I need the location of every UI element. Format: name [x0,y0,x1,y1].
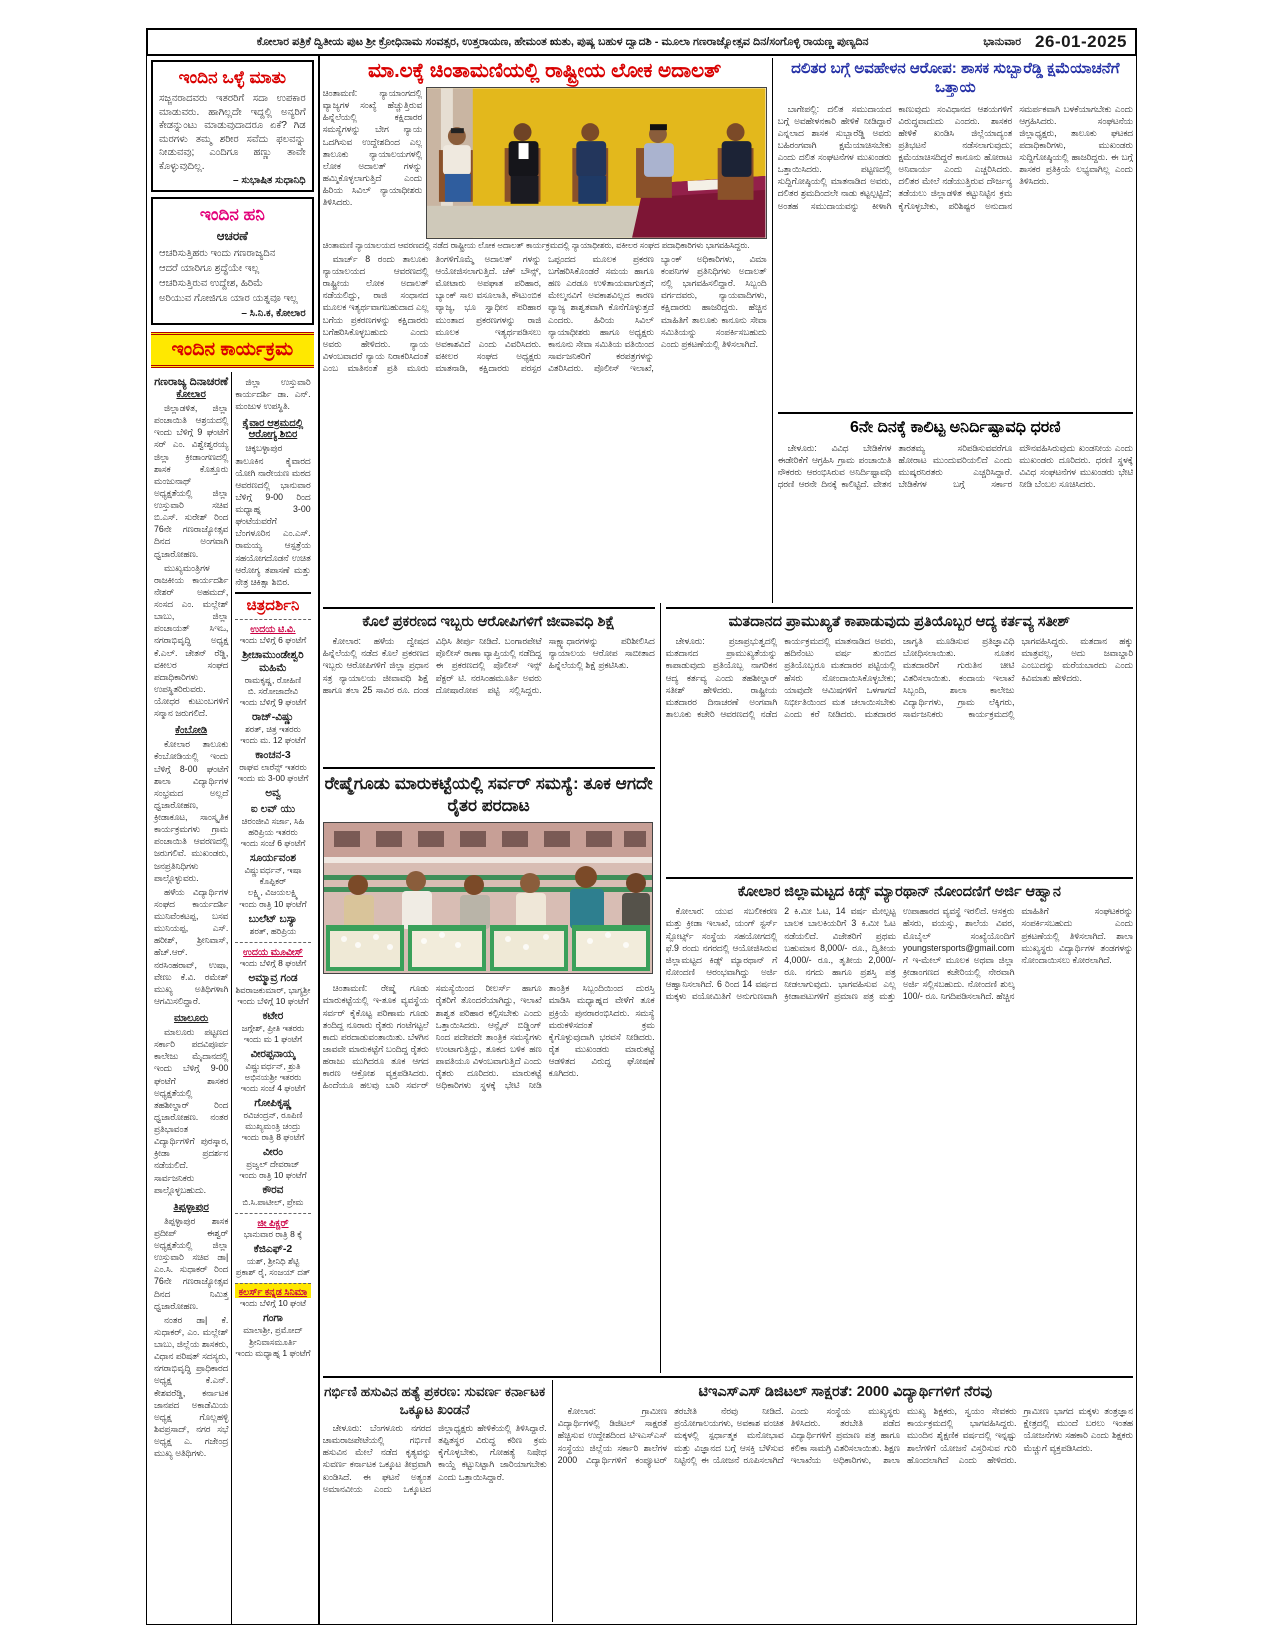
cinema-entry: ಅವ್ವ [265,787,281,800]
art9-headline: ಟಿಇಎಸ್ಎಸ್ ಡಿಜಿಟಲ್ ಸಾಕ್ಷರತೆ: 2000 ವಿದ್ಯಾರ್ಥಿಗಳಿಗೆ ನೆರವು [698,1384,993,1400]
cinema-entry: ಶಿವರಾಜಕುಮಾರ್, ಭಾಗ್ಯಶ್ರೀ [235,984,311,995]
art3-body-text: ಚೇಳೂರು: ವಿವಿಧ ಬೇಡಿಕೆಗಳ ಈಡೇರಿಕೆಗೆ ಆಗ್ರಹಿಸಿ ಗ್ರಾಮ ಪಂಚಾಯಿತಿ ನೌಕರರು ಆರಂಭಿಸಿರುವ ಅನಿರ್ದಿಷ್ಟಾವಧಿ ಧರಣಿ ಆರನೇ ದಿನಕ್ಕೆ ಕಾಲಿಟ್ಟಿದೆ. ವೇತನ ತಾರತಮ್ಯ ಸರಿಪಡಿಸುವವರೆಗೂ ಹೋರಾಟ ಮುಂದುವರಿಯಲಿದೆ ಎಂದು ಮುಷ್ಕರನಿರತರು ಎಚ್ಚರಿಸಿದ್ದಾರೆ. ಬೇಡಿಕೆಗಳ ಬಗ್ಗೆ ಸರ್ಕಾರ ಮೌನವಹಿಸಿರುವುದು ಖಂಡನೀಯ ಎಂದು ಮುಖಂಡರು ದೂರಿದರು. ಧರಣಿ ಸ್ಥಳಕ್ಕೆ ವಿವಿಧ ಸಂಘಟನೆಗಳ ಮುಖಂಡರು ಭೇಟಿ ನೀಡಿ ಬೆಂಬಲ ಸೂಚಿಸಿದರು. [777,442,1133,490]
row-middle [323,603,1133,1373]
cinema-entry: ಇಂದು ಸಂಜೆ 4 ಘಂಟೆಗೆ [240,1082,306,1093]
art6-body-text: ಚಿಂತಾಮಣಿ: ರೇಷ್ಮೆ ಗೂಡು ಮಾರುಕಟ್ಟೆಯಲ್ಲಿ ಇ-ತೂಕ ವ್ಯವಸ್ಥೆಯ ಸರ್ವರ್ ಕೈಕೊಟ್ಟ ಪರಿಣಾಮ ಗೂಡು ತಂದಿದ್ದ ನೂರಾರು ರೈತರು ಗಂಟೆಗಟ್ಟಲೆ ಕಾದು ಪರದಾಡುವಂತಾಯಿತು. ಬೆಳಗಿನ ಜಾವವೇ ಮಾರುಕಟ್ಟೆಗೆ ಬಂದಿದ್ದ ರೈತರು ಹರಾಜು ಮುಗಿದರೂ ತೂಕ ಆಗದ ಕಾರಣ ಆಕ್ರೋಶ ವ್ಯಕ್ತಪಡಿಸಿದರು. ಹಿಂದೆಯೂ ಹಲವು ಬಾರಿ ಸರ್ವರ್ ಸಮಸ್ಯೆಯಿಂದ ರೀಲರ್ಸ್ ಹಾಗೂ ರೈತರಿಗೆ ತೊಂದರೆಯಾಗಿದ್ದು, ಇಲಾಖೆ ಶಾಶ್ವತ ಪರಿಹಾರ ಕಲ್ಪಿಸಬೇಕು ಎಂದು ಒತ್ತಾಯಿಸಿದರು. ಆನ್ಲೈನ್ ಬಿಡ್ಡಿಂಗ್ ನಿಂದ ಪದೇಪದೇ ತಾಂತ್ರಿಕ ಸಮಸ್ಯೆಗಳು ಉಂಟಾಗುತ್ತಿದ್ದು, ತೂಕದ ಬಳಿಕ ಹಣ ಪಾವತಿಯೂ ವಿಳಂಬವಾಗುತ್ತಿದೆ ಎಂದು ರೈತರು ದೂರಿದರು. ಮಾರುಕಟ್ಟೆ ಅಧಿಕಾರಿಗಳು ಸ್ಥಳಕ್ಕೆ ಭೇಟಿ ನೀಡಿ ತಾಂತ್ರಿಕ ಸಿಬ್ಬಂದಿಯಿಂದ ದುರಸ್ತಿ ಮಾಡಿಸಿ ಮಧ್ಯಾಹ್ನದ ವೇಳೆಗೆ ತೂಕ ಪ್ರಕ್ರಿಯೆ ಪುನರಾರಂಭಿಸಿದರು. ಸಮಸ್ಯೆ ಮರುಕಳಿಸದಂತೆ ಕ್ರಮ ಕೈಗೊಳ್ಳುವುದಾಗಿ ಭರವಸೆ ನೀಡಿದರು. ರೈತ ಮುಖಂಡರು ಮಾರುಕಟ್ಟೆ ಆಡಳಿತದ ವಿರುದ್ಧ ಘೋಷಣೆ ಕೂಗಿದರು. [322,983,655,1091]
droplet-line: ಆಚರಿಸುತ್ತಿಹರು ಇಂದು ಗಣರಾಜ್ಯದಿನ [159,248,276,259]
cinema-entry: ಪ್ರಕಾಶ್ ರೈ, ಸಂಜಯ್ ದತ್ [235,1267,311,1278]
cinema-entry: ವೀರಪ್ಪನಾಯ್ಕ [250,1047,296,1060]
event-entry: ಜಿಲ್ಲಾ ಉಸ್ತುವಾರಿ ಕಾರ್ಯದರ್ಶಿ ಡಾ. ಎನ್. ಮಂಜುಳ ಉಪಸ್ಥಿತಿ. [235,377,311,412]
lead-intro: ಚಿಂತಾಮಣಿ: ನ್ಯಾಯಾಂಗದಲ್ಲಿ ವ್ಯಾಜ್ಯಗಳ ಸಂಖ್ಯೆ ಹೆಚ್ಚುತ್ತಿರುವ ಹಿನ್ನೆಲೆಯಲ್ಲಿ ಕಕ್ಷಿದಾರರ ಸಮಸ್ಯೆಗಳನ್ನು ಬೇಗ ನ್ಯಾಯ ಒದಗಿಸುವ ಉದ್ದೇಶದಿಂದ ಎಲ್ಲ ತಾಲೂಕು ನ್ಯಾಯಾಲಯಗಳಲ್ಲಿ ಲೋಕ ಅದಾಲತ್ ಗಳನ್ನು ಹಮ್ಮಿಕೊಳ್ಳಲಾಗುತ್ತಿದೆ ಎಂದು ಹಿರಿಯ ಸಿವಿಲ್ ನ್ಯಾಯಾಧೀಶರು ತಿಳಿಸಿದರು. [322,88,423,208]
art6-headline: ರೇಷ್ಮೆಗೂಡು ಮಾರುಕಟ್ಟೆಯಲ್ಲಿ ಸರ್ವರ್ ಸಮಸ್ಯೆ: ತೂಕ ಆಗದೇ ರೈತರ ಪರದಾಟ [324,774,653,816]
cinema-entry: ಇಂದು ಮ 3-00 ಘಂಟೆಗೆ [237,773,309,784]
event-entry: ಚಿಕ್ಕಬಳ್ಳಾಪುರ ತಾಲೂಕಿನ ಕೈವಾರದ ಯೋಗಿ ನಾರೇಯಣ ಮಠದ ಆವರಣದಲ್ಲಿ ಭಾನುವಾರ ಬೆಳಿಗ್ಗೆ 9-00 ರಿಂದ ಮಧ್ಯಾಹ್ನ 3-00 ಘಂಟೆಯವರೆಗೆ ಬೆಂಗಳೂರಿನ ಎಂ.ಎಸ್. ರಾಮಯ್ಯ ಆಸ್ಪತ್ರೆಯ ಸಹಯೋಗದೊಡನೆ ಉಚಿತ ಆರೋಗ್ಯ ತಪಾಸಣೆ ಮತ್ತು ನೇತ್ರ ಚಿಕಿತ್ಸಾ ಶಿಬಿರ. [235,443,311,587]
cinema-entry: ಇಂದು ಮ 1 ಘಂಟೆಗೆ [243,1033,303,1044]
middle-left [323,603,661,1373]
cinema-entry: ಇಂದು ಮ. 12 ಘಂಟೆಗೆ [240,735,306,746]
cinema-entry: ಜೀ ಪಿಕ್ಚರ್ [235,1213,310,1229]
cinema-entry: ಇಂದು ಸಂಜೆ 6 ಘಂಟೆಗೆ [240,838,306,849]
event-entry: ಮುಖ್ಯಮಂತ್ರಿಗಳ ರಾಜಕೀಯ ಕಾರ್ಯದರ್ಶಿ ನೇಶರ್ ಅಹಮದ್, ಸಂಸದ ಎಂ. ಮಲ್ಲೇಶ್ ಬಾಬು, ಜಿಲ್ಲಾ ಪಂಚಾಯತ್ ಸಿಇಒ, ನಗರಾಭಿವೃದ್ಧಿ ಅಧ್ಯಕ್ಷ ಕೆ.ಎಲ್. ಚೇತನ್ ರೆಡ್ಡಿ, ವಕೀಲರ ಸಂಘದ ಪದಾಧಿಕಾರಿಗಳು ಉಪಸ್ಥಿತರಿರುವರು. ಯೋಧರ ಕುಟುಂಬಗಳಿಗೆ ಸನ್ಮಾನ ಜರುಗಲಿದೆ. [154,562,229,719]
cinema-entry: ಬಿ.ಸಿ.ಪಾಟೀಲ್, ಪ್ರೇಮ [242,1197,304,1208]
cinema-entry: ಚಿರಂಜೀವಿ ಸರ್ಜಾ, ಸಿಹಿ [241,816,305,827]
cinema-entry: ಇಂದು ಬೆಳಿಗ್ಗೆ 6 ಘಂಟೆಗೆ [239,634,307,645]
droplet-line: ಆಚರಿಸುತ್ತಿರುವ ಉದ್ದೇಶ, ಹಿರಿಮೆ [159,278,264,289]
cinema-listings [235,619,310,1359]
cinema-entry: ಬಿ. ಸರೋಜಾದೇವಿ [247,685,299,696]
art5-body [666,635,1133,873]
cinema-entry: ಐ ಲವ್ ಯು [250,803,296,816]
art9-body [558,1405,1133,1605]
row-bottom [323,1376,1133,1622]
event-entry: ಜಿಲ್ಲಾಡಳಿತ, ಜಿಲ್ಲಾ ಪಂಚಾಯಿತಿ ಆಶ್ರಯದಲ್ಲಿ ಇಂದು ಬೆಳಿಗ್ಗೆ 9 ಘಂಟೆಗೆ ಸರ್ ಎಂ. ವಿಶ್ವೇಶ್ವರಯ್ಯ ಜಿಲ್ಲಾ ಕ್ರೀಡಾಂಗಣದಲ್ಲಿ ಶಾಸಕ ಕೊತ್ತೂರು ಮಂಜುನಾಥ್ ಅಧ್ಯಕ್ಷತೆಯಲ್ಲಿ ಜಿಲ್ಲಾ ಉಸ್ತುವಾರಿ ಸಚಿವ ಬಿ.ಎಸ್. ಸುರೇಶ್ ರಿಂದ 76ನೇ ಗಣರಾಜ್ಯೋತ್ಸವ ದಿನದ ಅಂಗವಾಗಿ ಧ್ವಜಾರೋಹಣ. [154,403,229,559]
art2-body-text: ಬಾಗೇಪಲ್ಲಿ: ದಲಿತ ಸಮುದಾಯದ ಬಗ್ಗೆ ಅವಹೇಳನಕಾರಿ ಹೇಳಿಕೆ ನೀಡಿದ್ದಾರೆ ಎನ್ನಲಾದ ಶಾಸಕ ಸುಬ್ಬಾರೆಡ್ಡಿ ಅವರು ಬಹಿರಂಗವಾಗಿ ಕ್ಷಮೆಯಾಚಿಸಬೇಕು ಎಂದು ದಲಿತ ಸಂಘಟನೆಗಳ ಮುಖಂಡರು ಒತ್ತಾಯಿಸಿದರು. ಪಟ್ಟಣದಲ್ಲಿ ಸುದ್ದಿಗೋಷ್ಠಿಯಲ್ಲಿ ಮಾತನಾಡಿದ ಅವರು, ದಲಿತರ ಶ್ರಮದಿಂದಲೇ ನಾಡು ಕಟ್ಟಲ್ಪಟ್ಟಿದೆ; ಅಂತಹ ಸಮುದಾಯವನ್ನು ಕೀಳಾಗಿ ಕಾಣುವುದು ಸಂವಿಧಾನದ ಆಶಯಗಳಿಗೆ ವಿರುದ್ಧವಾದುದು ಎಂದರು. ಶಾಸಕರ ಹೇಳಿಕೆ ಖಂಡಿಸಿ ಜಿಲ್ಲೆಯಾದ್ಯಂತ ಪ್ರತಿಭಟನೆ ನಡೆಸಲಾಗುವುದು; ಕ್ಷಮೆಯಾಚಿಸದಿದ್ದರೆ ಕಾನೂನು ಹೋರಾಟ ಅನಿವಾರ್ಯ ಎಂದು ಎಚ್ಚರಿಸಿದರು. ದಲಿತರ ಮೇಲೆ ನಡೆಯುತ್ತಿರುವ ದೌರ್ಜನ್ಯ ತಡೆಯಲು ಜಿಲ್ಲಾಡಳಿತ ಕಟ್ಟುನಿಟ್ಟಿನ ಕ್ರಮ ಕೈಗೊಳ್ಳಬೇಕು, ಪರಿಶಿಷ್ಟರ ಅನುದಾನ ಸಮರ್ಪಕವಾಗಿ ಬಳಕೆಯಾಗಬೇಕು ಎಂದು ಆಗ್ರಹಿಸಿದರು. ಸಂಘಟನೆಯ ಜಿಲ್ಲಾಧ್ಯಕ್ಷರು, ತಾಲೂಕು ಘಟಕದ ಪದಾಧಿಕಾರಿಗಳು, ಮುಖಂಡರು ಸುದ್ದಿಗೋಷ್ಠಿಯಲ್ಲಿ ಹಾಜರಿದ್ದರು. ಈ ಬಗ್ಗೆ ಶಾಸಕರ ಪ್ರತಿಕ್ರಿಯೆ ಲಭ್ಯವಾಗಿಲ್ಲ ಎಂದು ತಿಳಿಸಿದರು. [777,103,1133,211]
photo-silk-market [323,822,653,974]
art7-body [666,905,1133,1293]
art8-body-text: ಚೇಳೂರು: ಬೆಂಗಳೂರು ನಗರದ ಚಾಮರಾಜಪೇಟೆಯಲ್ಲಿ ಗರ್ಭಿಣಿ ಹಸುವಿನ ಮೇಲೆ ನಡೆದ ಕೃತ್ಯವನ್ನು ಸುವರ್ಣ ಕರ್ನಾಟಕ ಒಕ್ಕೂಟ ತೀವ್ರವಾಗಿ ಖಂಡಿಸಿದೆ. ಈ ಘಟನೆ ಅತ್ಯಂತ ಅಮಾನವೀಯ ಎಂದು ಒಕ್ಕೂಟದ ಜಿಲ್ಲಾಧ್ಯಕ್ಷರು ಹೇಳಿಕೆಯಲ್ಲಿ ತಿಳಿಸಿದ್ದಾರೆ. ತಪ್ಪಿತಸ್ಥರ ವಿರುದ್ಧ ಕಠಿಣ ಕ್ರಮ ಕೈಗೊಳ್ಳಬೇಕು, ಗೋಹತ್ಯೆ ನಿಷೇಧ ಕಾಯ್ದೆ ಕಟ್ಟುನಿಟ್ಟಾಗಿ ಜಾರಿಯಾಗಬೇಕು ಎಂದು ಒತ್ತಾಯಿಸಿದ್ದಾರೆ. [322,1423,547,1494]
art4-headline: ಕೊಲೆ ಪ್ರಕರಣದ ಇಬ್ಬರು ಆರೋಪಿಗಳಿಗೆ ಜೀವಾವಧಿ ಶಿಕ್ಷೆ [362,614,615,630]
cinema-entry: ಕೆಜಿಎಫ್-2 [253,1243,293,1256]
masthead-text: ಕೋಲಾರ ಪತ್ರಿಕೆ ದ್ವಿತೀಯ ಪುಟ ಶ್ರೀ ಕ್ರೋಧಿನಾಮ ಸಂವತ್ಸರ, ಉತ್ತರಾಯಣ, ಹೇಮಂತ ಋತು, ಪುಷ್ಯ ಬಹುಳ ದ್ವಾದಶಿ - ಮೂಲಾ ಗಣರಾಜ್ಯೋತ್ಸವ ದಿನ/ಸಂಗೊಳ್ಳಿ ರಾಯಣ್ಣ ಪುಣ್ಯದಿನ [256,35,869,48]
cinema-entry: ವೀರಂ [262,1146,283,1159]
event-entry: ಕೈವಾರ ಆಶ್ರಮದಲ್ಲಿ ಆರೋಗ್ಯ ಶಿಬಿರ [242,418,304,441]
cinema-entry: ಕೌರವ [262,1184,284,1197]
event-entry: ಮಾಲೂರು [173,1013,209,1024]
cinema-title: ಚಿತ್ರದರ್ಶಿನಿ [235,592,310,614]
droplet-line: ಆದರೆ ಯಾರಿಗೂ ಶ್ರದ್ಧೆಯೇ ಇಲ್ಲ [159,263,260,274]
cinema-entry: ರಾಜ್-ವಿಷ್ಣು [251,711,294,724]
divider [666,877,1133,879]
cinema-entry: ಯಶ್, ಶ್ರೀನಿಧಿ ಶೆಟ್ಟಿ [246,1256,300,1267]
cinema-entry: ಇಂದು ಬೆಳಿಗ್ಗೆ 9 ಘಂಟೆಗೆ [239,697,307,708]
art2-headline: ದಲಿತರ ಬಗ್ಗೆ ಅವಹೇಳನ ಆರೋಪ: ಶಾಸಕ ಸುಬ್ಬಾರೆಡ್ಡಿ ಕ್ಷಮೆಯಾಚನೆಗೆ ಒತ್ತಾಯ [791,60,1120,96]
cinema-entry: ಅಭಿನಯಶ್ರೀ ಇತರರು [244,1071,302,1082]
cinema-entry: ಮಾಲಾಶ್ರೀ, ಪ್ರಮೋದ್ [243,1325,303,1336]
lead-photo-caption: ಚಿಂತಾಮಣಿ ನ್ಯಾಯಾಲಯದ ಆವರಣದಲ್ಲಿ ನಡೆದ ರಾಷ್ಟ್ರೀಯ ಲೋಕ ಅದಾಲತ್ ಕಾರ್ಯಕ್ರಮದಲ್ಲಿ ನ್ಯಾಯಾಧೀಶರು, ವಕೀಲರ ಸಂಘದ ಪದಾಧಿಕಾರಿಗಳು ಭಾಗವಹಿಸಿದ್ದರು. [322,240,750,250]
cinema-entry: ಜಗ್ಗೇಶ್, ಪ್ರೀತಿ ಇತರರು [241,1022,305,1033]
good-word-author: – ಸುಭಾಷಿತ ಸುಧಾನಿಧಿ [233,175,306,186]
event-entry: ಗಣರಾಜ್ಯ ದಿನಾಚರಣೆ [154,376,229,388]
article-digital-literacy [553,1380,1133,1622]
art3-headline: 6ನೇ ದಿನಕ್ಕೆ ಕಾಲಿಟ್ಟ ಅನಿರ್ದಿಷ್ಟಾವಧಿ ಧರಣಿ [850,418,1061,436]
droplet-title: ಇಂದಿನ ಹನಿ [199,205,265,224]
event-entry: ತಿಪ್ಪಳ್ಳಾಪುರ ಶಾಸಕ ಪ್ರದೀಪ್ ಈಶ್ವರ್ ಅಧ್ಯಕ್ಷತೆಯಲ್ಲಿ ಜಿಲ್ಲಾ ಉಸ್ತುವಾರಿ ಸಚಿವ ಡಾ| ಎಂ.ಸಿ. ಸುಧಾಕರ್ ರಿಂದ 76ನೇ ಗಣರಾಜ್ಯೋತ್ಸವ ದಿನದ ನಿಮಿತ್ತ ಧ್ವಜಾರೋಹಣ. [154,1215,229,1311]
cinema-entry: ಸೂರ್ಯವಂಶ [249,852,297,865]
art6-body [323,982,655,1314]
event-entry: ನಂತರ ಡಾ| ಕೆ. ಸುಧಾಕರ್, ಎಂ. ಮಲ್ಲೇಶ್ ಬಾಬು, ಜಿಲ್ಲೆಯ ಶಾಸಕರು, ವಿಧಾನ ಪರಿಷತ್ ಸದಸ್ಯರು, ನಗರಾಭಿವೃದ್ಧಿ ಪ್ರಾಧಿಕಾರದ ಅಧ್ಯಕ್ಷ ಕೆ.ಎನ್. ಕೇಶವರೆಡ್ಡಿ, ಕರ್ನಾಟಕ ಜಾನಪದ ಅಕಾಡೆಮಿಯ ಅಧ್ಯಕ್ಷ ಗೊಲ್ಲಹಳ್ಳಿ ಶಿವಪ್ರಸಾದ್, ನಗರ ಸಭೆ ಅಧ್ಯಕ್ಷ ಎ. ಗಜೇಂದ್ರ ಮುಖ್ಯ ಅತಿಥಿಗಳು. [154,1314,229,1459]
events-column [151,372,232,1624]
cinema-entry: ಇಂದು ಮಧ್ಯಾಹ್ನ 1 ಘಂಟೆಗೆ [235,1347,311,1358]
cinema-entry: ಶರತ್, ಚಿತ್ರ ಇತರರು [245,724,301,735]
art8-headline: ಗರ್ಭಿಣಿ ಹಸುವಿನ ಹತ್ಯೆ ಪ್ರಕರಣ: ಸುವರ್ಣ ಕರ್ನಾಟಕ ಒಕ್ಕೂಟ ಖಂಡನೆ [324,1384,546,1417]
good-word-body: ಸಜ್ಜನರಾದವರು ಇತರರಿಗೆ ಸದಾ ಉಪಕಾರ ಮಾಡುವರು. ಹಾಗಿಲ್ಲದೇ ಇದ್ದಲ್ಲಿ ಅನ್ಯರಿಗೆ ಕೇಡನ್ನುಂಟು ಮಾಡುವುದಾದರೂ ಏಕೆ? ಗಿಡ ಮರಗಳು ತಮ್ಮ ಶರೀರ ಸವೆದು ಫಲವನ್ನು ನೀಡುವವು; ಎಂದಿಗೂ ಹಣ್ಣು ತಾವೇ ಕೊಳ್ಳುವುದಿಲ್ಲ. [159,93,306,172]
lead-headline: ಮಾ.ಲಕ್ಕೆ ಚಿಂತಾಮಣಿಯಲ್ಲಿ ರಾಷ್ಟ್ರೀಯ ಲೋಕ ಅದಾಲತ್ [368,60,722,82]
left-rail [147,56,320,1624]
art9-body-text: ಕೋಲಾರ: ಗ್ರಾಮೀಣ ವಿದ್ಯಾರ್ಥಿಗಳಲ್ಲಿ ಡಿಜಿಟಲ್ ಸಾಕ್ಷರತೆ ಹೆಚ್ಚಿಸುವ ಉದ್ದೇಶದಿಂದ ಟಿಇಎಸ್ಎಸ್ ಸಂಸ್ಥೆಯು ಜಿಲ್ಲೆಯ ಸರ್ಕಾರಿ ಶಾಲೆಗಳ 2000 ವಿದ್ಯಾರ್ಥಿಗಳಿಗೆ ಕಂಪ್ಯೂಟರ್ ತರಬೇತಿ ನೆರವು ನೀಡಿದೆ. ಪ್ರಯೋಗಾಲಯಗಳು, ಅವಕಾಶ ವಂಚಿತ ಮಕ್ಕಳಲ್ಲಿ ಸ್ಪರ್ಧಾತ್ಮಕ ಮನೋಭಾವ ಮತ್ತು ವಿಜ್ಞಾನದ ಬಗ್ಗೆ ಆಸಕ್ತಿ ಬೆಳೆಸುವ ನಿಟ್ಟಿನಲ್ಲಿ ಈ ಯೋಜನೆ ರೂಪಿಸಲಾಗಿದೆ ಎಂದು ಸಂಸ್ಥೆಯ ಮುಖ್ಯಸ್ಥರು ತಿಳಿಸಿದರು. ತರಬೇತಿ ಪಡೆದ ವಿದ್ಯಾರ್ಥಿಗಳಿಗೆ ಪ್ರಮಾಣ ಪತ್ರ ಹಾಗೂ ಕಲಿಕಾ ಸಾಮಗ್ರಿ ವಿತರಿಸಲಾಯಿತು. ಶಿಕ್ಷಣ ಇಲಾಖೆಯ ಅಧಿಕಾರಿಗಳು, ಶಾಲಾ ಮುಖ್ಯ ಶಿಕ್ಷಕರು, ಸ್ವಯಂ ಸೇವಕರು ಕಾರ್ಯಕ್ರಮದಲ್ಲಿ ಭಾಗವಹಿಸಿದ್ದರು. ಮುಂದಿನ ಶೈಕ್ಷಣಿಕ ವರ್ಷದಲ್ಲಿ ಇನ್ನಷ್ಟು ಶಾಲೆಗಳಿಗೆ ಯೋಜನೆ ವಿಸ್ತರಿಸುವ ಗುರಿ ಹೊಂದಲಾಗಿದೆ ಎಂದು ಹೇಳಿದರು. ಗ್ರಾಮೀಣ ಭಾಗದ ಮಕ್ಕಳು ತಂತ್ರಜ್ಞಾನ ಕ್ಷೇತ್ರದಲ್ಲಿ ಮುಂದೆ ಬರಲು ಇಂತಹ ಯೋಜನೆಗಳು ಸಹಕಾರಿ ಎಂದು ಶಿಕ್ಷಕರು ಮೆಚ್ಚುಗೆ ವ್ಯಕ್ತಪಡಿಸಿದರು. [557,1406,1133,1465]
newspaper-page [146,28,1137,1628]
droplet-box [151,197,314,325]
art5-body-text: ಚೇಳೂರು: ಪ್ರಜಾಪ್ರಭುತ್ವದಲ್ಲಿ ಮತದಾನದ ಪ್ರಾಮುಖ್ಯತೆಯನ್ನು ಕಾಪಾಡುವುದು ಪ್ರತಿಯೊಬ್ಬ ನಾಗರಿಕನ ಆದ್ಯ ಕರ್ತವ್ಯ ಎಂದು ತಹಶೀಲ್ದಾರ್ ಸತೀಶ್ ಹೇಳಿದರು. ರಾಷ್ಟ್ರೀಯ ಮತದಾರರ ದಿನಾಚರಣೆ ಅಂಗವಾಗಿ ತಾಲೂಕು ಕಚೇರಿ ಆವರಣದಲ್ಲಿ ನಡೆದ ಕಾರ್ಯಕ್ರಮದಲ್ಲಿ ಮಾತನಾಡಿದ ಅವರು, ಹದಿನೆಂಟು ವರ್ಷ ತುಂಬಿದ ಪ್ರತಿಯೊಬ್ಬರೂ ಮತದಾರರ ಪಟ್ಟಿಯಲ್ಲಿ ಹೆಸರು ನೋಂದಾಯಿಸಿಕೊಳ್ಳಬೇಕು; ಯಾವುದೇ ಆಮಿಷಗಳಿಗೆ ಒಳಗಾಗದೆ ನಿರ್ಭೀತಿಯಿಂದ ಮತ ಚಲಾಯಿಸಬೇಕು ಎಂದು ಕರೆ ನೀಡಿದರು. ಮತದಾರರ ಜಾಗೃತಿ ಮೂಡಿಸುವ ಪ್ರತಿಜ್ಞಾವಿಧಿ ಬೋಧಿಸಲಾಯಿತು. ನೂತನ ಮತದಾರರಿಗೆ ಗುರುತಿನ ಚೀಟಿ ವಿತರಿಸಲಾಯಿತು. ಕಂದಾಯ ಇಲಾಖೆ ಸಿಬ್ಬಂದಿ, ಶಾಲಾ ಕಾಲೇಜು ವಿದ್ಯಾರ್ಥಿಗಳು, ಗ್ರಾಮ ಲೆಕ್ಕಿಗರು, ಸಾರ್ವಜನಿಕರು ಕಾರ್ಯಕ್ರಮದಲ್ಲಿ ಭಾಗವಹಿಸಿದ್ದರು. ಮತದಾನ ಹಕ್ಕು ಮಾತ್ರವಲ್ಲ, ಅದು ಜವಾಬ್ದಾರಿ ಎಂಬುದನ್ನು ಮರೆಯಬಾರದು ಎಂದು ಕಿವಿಮಾತು ಹೇಳಿದರು. [665,636,1133,719]
cinema-entry: ಭಾನುವಾರ ರಾತ್ರಿ 8 ಕ್ಕೆ [243,1229,303,1240]
droplet-author: – ಸಿ.ನಿ.ಕ, ಕೋಲಾರ [241,308,306,319]
programmes-banner: ಇಂದಿನ ಕಾರ್ಯಕ್ರಮ [151,332,314,368]
good-word-title: ಇಂದಿನ ಒಳ್ಳೆ ಮಾತು [178,68,287,87]
lead-top [323,87,767,239]
cinema-entry: ಇಂದು ರಾತ್ರಿ 10 ಘಂಟೆಗೆ [239,898,307,909]
art7-headline: ಕೋಲಾರ ಜಿಲ್ಲಾಮಟ್ಟದ ಕಿಡ್ಸ್ ಮ್ಯಾರಥಾನ್ ನೋಂದಣಿಗೆ ಅರ್ಜಿ ಆಹ್ವಾನ [737,884,1061,901]
event-entry: ಮಾಲೂರು ಪಟ್ಟಣದ ಸರ್ಕಾರಿ ಪದವಿಪೂರ್ವ ಕಾಲೇಜು ಮೈದಾನದಲ್ಲಿ ಇಂದು ಬೆಳಿಗ್ಗೆ 9-00 ಘಂಟೆಗೆ ಶಾಸಕರ ಅಧ್ಯಕ್ಷತೆಯಲ್ಲಿ ತಹಶೀಲ್ದಾರ್ ರಿಂದ ಧ್ವಜಾರೋಹಣ. ನಂತರ ಪ್ರತಿಭಾವಂತ ವಿದ್ಯಾರ್ಥಿಗಳಿಗೆ ಪುರಸ್ಕಾರ, ಕ್ರೀಡಾ ಪ್ರದರ್ಶನ ನಡೆಯಲಿದೆ. ಸಾರ್ವಜನಿಕರು ಪಾಲ್ಗೊಳ್ಳಬಹುದು. [154,1027,229,1195]
art7-body-text: ಕೋಲಾರ: ಯುವ ಸಬಲೀಕರಣ ಮತ್ತು ಕ್ರೀಡಾ ಇಲಾಖೆ, ಯಂಗ್ ಸ್ಟರ್ಸ್ ಸ್ಪೋರ್ಟ್ಸ್ ಸಂಸ್ಥೆಯ ಸಹಯೋಗದಲ್ಲಿ ಫೆ.9 ರಂದು ನಗರದಲ್ಲಿ ಆಯೋಜಿಸಿರುವ ಜಿಲ್ಲಾಮಟ್ಟದ ಕಿಡ್ಸ್ ಮ್ಯಾರಥಾನ್ ಗೆ ನೋಂದಣಿ ಆರಂಭವಾಗಿದ್ದು ಅರ್ಜಿ ಆಹ್ವಾನಿಸಲಾಗಿದೆ. 6 ರಿಂದ 14 ವರ್ಷದ ಮಕ್ಕಳು ವಯೋಮಿತಿಗೆ ಅನುಗುಣವಾಗಿ 2 ಕಿ.ಮೀ ಓಟ, 14 ವರ್ಷ ಮೇಲ್ಪಟ್ಟ ಬಾಲಕ ಬಾಲಕಿಯರಿಗೆ 3 ಕಿ.ಮೀ ಓಟ ನಡೆಯಲಿದೆ. ವಿಜೇತರಿಗೆ ಪ್ರಥಮ ಬಹುಮಾನ 8,000/- ರೂ., ದ್ವಿತೀಯ 4,000/- ರೂ., ತೃತೀಯ 2,000/- ರೂ. ನಗದು ಹಾಗೂ ಪ್ರಶಸ್ತಿ ಪತ್ರ ನೀಡಲಾಗುವುದು. ಭಾಗವಹಿಸುವ ಎಲ್ಲ ಕ್ರೀಡಾಪಟುಗಳಿಗೆ ಪ್ರಮಾಣ ಪತ್ರ ಮತ್ತು ಉಪಾಹಾರದ ವ್ಯವಸ್ಥೆ ಇರಲಿದೆ. ಆಸಕ್ತರು ಹೆಸರು, ವಯಸ್ಸು, ಶಾಲೆಯ ವಿವರ, ಮೊಬೈಲ್ ಸಂಖ್ಯೆಯೊಂದಿಗೆ youngstersports@gmail.com ಗೆ ಇ-ಮೇಲ್ ಮೂಲಕ ಅಥವಾ ಜಿಲ್ಲಾ ಕ್ರೀಡಾಂಗಣದ ಕಚೇರಿಯಲ್ಲಿ ನೇರವಾಗಿ ಅರ್ಜಿ ಸಲ್ಲಿಸಬಹುದು. ನೋಂದಣಿ ಶುಲ್ಕ 100/- ರೂ. ನಿಗದಿಪಡಿಸಲಾಗಿದೆ. ಹೆಚ್ಚಿನ ಮಾಹಿತಿಗೆ ಸಂಘಟಕರನ್ನು ಸಂಪರ್ಕಿಸಬಹುದು ಎಂದು ಪ್ರಕಟಣೆಯಲ್ಲಿ ತಿಳಿಸಲಾಗಿದೆ. ಶಾಲಾ ಮುಖ್ಯಸ್ಥರು ವಿದ್ಯಾರ್ಥಿಗಳ ತಂಡಗಳನ್ನು ನೋಂದಾಯಿಸಲು ಕೋರಲಾಗಿದೆ. [665,906,1133,1002]
right-stack [773,58,1133,603]
events-right [235,376,310,588]
middle-right [661,603,1133,1373]
cinema-entry: ಗೋಪಿಕೃಷ್ಣ [254,1097,292,1109]
masthead [146,28,1137,56]
droplet-lines [159,246,306,306]
event-entry: ಹಳೆಯ ವಿದ್ಯಾರ್ಥಿಗಳ ಸಂಘದ ಕಾರ್ಯದರ್ಶಿ ಮುನಿವೆಂಕಟಪ್ಪ, ಬಸವ ಮುನಿಯಪ್ಪ, ಎಸ್. ಹರೀಶ್, ಶ್ರೀನಿವಾಸ್, ಹೆಚ್.ಆರ್. ನರಸಿಂಹರಾವ್, ಉಷಾ, ವೇಣು ಕೆ.ವಿ. ರಮೇಶ್ ಮುಖ್ಯ ಅತಿಥಿಗಳಾಗಿ ಆಗಮಿಸಲಿದ್ದಾರೆ. [154,886,229,1006]
art5-headline: ಮತದಾನದ ಪ್ರಾಮುಖ್ಯತೆ ಕಾಪಾಡುವುದು ಪ್ರತಿಯೊಬ್ಬರ ಆದ್ಯ ಕರ್ತವ್ಯ ಸತೀಶ್ [728,614,1070,630]
article-lok-adalat [323,58,773,603]
art2-body [778,103,1133,408]
cinema-entry: ಉದಯ ಮೂವೀಸ್ [235,942,310,958]
good-word-box [151,60,314,192]
page-frame [146,56,1137,1625]
divider [778,412,1133,414]
cinema-entry: ಇಂದು ಬೆಳಿಗ್ಗೆ 8 ಘಂಟೆಗೆ [239,957,307,968]
event-entry: ಕೋಲಾರ ತಾಲೂಕು ಕೆಂಬೋಡಿಯಲ್ಲಿ ಇಂದು ಬೆಳಿಗ್ಗೆ 8-00 ಘಂಟೆಗೆ ಶಾಲಾ ವಿದ್ಯಾರ್ಥಿಗಳ ಸಂಭ್ರಮದ ಅಲ್ಲದೆ ಧ್ವಜಾರೋಹಣ, ಕ್ರೀಡಾಕೂಟ, ಸಾಂಸ್ಕೃತಿಕ ಕಾರ್ಯಕ್ರಮಗಳು ಗ್ರಾಮ ಪಂಚಾಯಿತಿ ಆವರಣದಲ್ಲಿ ಜರುಗಲಿವೆ. ಮುಖಂಡರು, ಜನಪ್ರತಿನಿಧಿಗಳು ಪಾಲ್ಗೊಳ್ಳುವರು. [154,739,229,883]
art8-body [323,1422,547,1612]
rail-columns [151,372,314,1624]
divider [323,607,655,609]
divider [666,607,1133,609]
cinema-entry: ಮುಖ್ಯಮಂತ್ರಿ ಚಂದ್ರು [245,1121,301,1132]
article-cow-case [323,1380,553,1622]
cinema-entry: ರಾಮಕೃಷ್ಣ, ರೋಹಿಣಿ [244,674,302,685]
art4-body-text: ಕೋಲಾರ: ಹಳೆಯ ದ್ವೇಷದ ಹಿನ್ನೆಲೆಯಲ್ಲಿ ನಡೆದ ಕೊಲೆ ಪ್ರಕರಣದ ಇಬ್ಬರು ಆರೋಪಿಗಳಿಗೆ ಜಿಲ್ಲಾ ಪ್ರಧಾನ ಸತ್ರ ನ್ಯಾಯಾಲಯ ಜೀವಾವಧಿ ಶಿಕ್ಷೆ ಹಾಗೂ ತಲಾ 25 ಸಾವಿರ ರೂ. ದಂಡ ವಿಧಿಸಿ ತೀರ್ಪು ನೀಡಿದೆ. ಬಂಗಾರಪೇಟೆ ಪೊಲೀಸ್ ಠಾಣಾ ವ್ಯಾಪ್ತಿಯಲ್ಲಿ ನಡೆದಿದ್ದ ಈ ಪ್ರಕರಣದಲ್ಲಿ ಪೊಲೀಸ್ ಇನ್ಸ್ ಪೆಕ್ಟರ್ ಟಿ. ನರಸಿಂಹಮೂರ್ತಿ ಅವರು ದೋಷಾರೋಪ ಪಟ್ಟಿ ಸಲ್ಲಿಸಿದ್ದರು. ಸಾಕ್ಷ್ಯಾಧಾರಗಳನ್ನು ಪರಿಶೀಲಿಸಿದ ನ್ಯಾಯಾಲಯ ಆರೋಪ ಸಾಬೀತಾದ ಹಿನ್ನೆಲೆಯಲ್ಲಿ ಶಿಕ್ಷೆ ಪ್ರಕಟಿಸಿತು. [322,636,655,695]
lead-body-text: ಮಾರ್ಚ್ 8 ರಂದು ತಾಲೂಕು ನ್ಯಾಯಾಲಯದ ಆವರಣದಲ್ಲಿ ರಾಷ್ಟ್ರೀಯ ಲೋಕ ಅದಾಲತ್ ನಡೆಯಲಿದ್ದು, ರಾಜಿ ಸಂಧಾನದ ಮೂಲಕ ಇತ್ಯರ್ಥವಾಗಬಹುದಾದ ಎಲ್ಲ ಬಗೆಯ ಪ್ರಕರಣಗಳನ್ನು ಕಕ್ಷಿದಾರರು ಬಗೆಹರಿಸಿಕೊಳ್ಳಬಹುದು ಎಂದು ಅವರು ಹೇಳಿದರು. ನ್ಯಾಯ ವಿಳಂಬವಾದರೆ ನ್ಯಾಯ ನಿರಾಕರಿಸಿದಂತೆ ಎಂಬ ಮಾತಿನಂತೆ ಪ್ರತಿ ಮೂರು ತಿಂಗಳಿಗೊಮ್ಮೆ ಅದಾಲತ್ ಗಳನ್ನು ಆಯೋಜಿಸಲಾಗುತ್ತಿದೆ. ಚೆಕ್ ಬೌನ್ಸ್, ಮೋಟಾರು ಅಪಘಾತ ಪರಿಹಾರ, ಬ್ಯಾಂಕ್ ಸಾಲ ವಸೂಲಾತಿ, ಕೌಟುಂಬಿಕ ವ್ಯಾಜ್ಯ, ಭೂ ಸ್ವಾಧೀನ ಪರಿಹಾರ ಮುಂತಾದ ಪ್ರಕರಣಗಳನ್ನು ರಾಜಿ ಮೂಲಕ ಇತ್ಯರ್ಥಪಡಿಸಲು ಅವಕಾಶವಿದೆ ಎಂದು ವಿವರಿಸಿದರು. ವಕೀಲರ ಸಂಘದ ಅಧ್ಯಕ್ಷರು ಮಾತನಾಡಿ, ಕಕ್ಷಿದಾರರು ಪರಸ್ಪರ ಒಪ್ಪಂದದ ಮೂಲಕ ಪ್ರಕರಣ ಬಗೆಹರಿಸಿಕೊಂಡರೆ ಸಮಯ ಹಾಗೂ ಹಣ ಎರಡೂ ಉಳಿತಾಯವಾಗುತ್ತದೆ; ಮೇಲ್ಮನವಿಗೆ ಅವಕಾಶವಿಲ್ಲದ ಕಾರಣ ವ್ಯಾಜ್ಯ ಶಾಶ್ವತವಾಗಿ ಕೊನೆಗೊಳ್ಳುತ್ತದೆ ಎಂದರು. ಹಿರಿಯ ಸಿವಿಲ್ ನ್ಯಾಯಾಧೀಶರು ಹಾಗೂ ಅಧ್ಯಕ್ಷರು ಕಾನೂನು ಸೇವಾ ಸಮಿತಿಯ ವತಿಯಿಂದ ಸಾರ್ವಜನಿಕರಿಗೆ ಕರಪತ್ರಗಳನ್ನು ವಿತರಿಸಿದರು. ಪೊಲೀಸ್ ಇಲಾಖೆ, ಬ್ಯಾಂಕ್ ಅಧಿಕಾರಿಗಳು, ವಿಮಾ ಕಂಪನಿಗಳ ಪ್ರತಿನಿಧಿಗಳು ಅದಾಲತ್ ನಲ್ಲಿ ಭಾಗವಹಿಸಲಿದ್ದಾರೆ. ಸಿಬ್ಬಂದಿ ವರ್ಗದವರು, ನ್ಯಾಯವಾದಿಗಳು, ಕಕ್ಷಿದಾರರು ಹಾಜರಿದ್ದರು. ಹೆಚ್ಚಿನ ಮಾಹಿತಿಗೆ ತಾಲೂಕು ಕಾನೂನು ಸೇವಾ ಸಮಿತಿಯನ್ನು ಸಂಪರ್ಕಿಸಬಹುದು ಎಂದು ಪ್ರಕಟಣೆಯಲ್ಲಿ ತಿಳಿಸಲಾಗಿದೆ. [322,253,767,374]
row-top [323,58,1133,603]
art4-body [323,635,655,763]
cinema-entry: ಶ್ರೀನಿವಾಸಮೂರ್ತಿ [249,1336,297,1347]
cinema-entry: ಇಂದು ಬೆಳಿಗ್ಗೆ 10 ಘಂಟೆ [239,1298,307,1309]
divider [323,767,655,769]
droplet-line: ಅರಿಯುವ ಗೋಜಿಗೂ ಯಾರ ಯತ್ನವೂ ಇಲ್ಲ [159,293,298,304]
event-entry: ಕೆಂಬೋಡಿ [175,725,208,737]
main-area [320,56,1136,1624]
cinema-entry: ರವಿಚಂದ್ರನ್, ರೂಪಿಣಿ [243,1110,303,1120]
art3-body [778,442,1133,570]
cinema-entry: ವಿಷ್ಣುವರ್ಧನ್, ಶ್ರುತಿ [245,1060,301,1071]
cinema-entry: ವಿಷ್ಣುವರ್ಧನ್, ಇಷಾ ಕೊಪ್ಪಿಕರ್ [244,865,302,887]
cinema-entry: ಇಂದು ರಾತ್ರಿ 10 ಘಂಟೆಗೆ [239,1170,307,1181]
photo-lok-adalat [426,87,766,239]
masthead-day: ಭಾನುವಾರ [983,35,1022,48]
cinema-entry: ಉದಯ ಟಿ.ವಿ. [235,619,310,635]
cinema-entry: ಪ್ರಜ್ವಲ್ ದೇವರಾಜ್ [246,1159,300,1170]
event-entry: ತಿಪ್ಪಳ್ಳಾಪುರ [173,1201,209,1213]
cinema-entry: ಶರತ್, ಹರಿಪ್ರಿಯ [249,925,297,936]
cinema-entry: ಶ್ರೀಚಾಮುಂಡೇಶ್ವರಿ ಮಹಿಮೆ [242,648,304,674]
cinema-entry: ಇಂದು ರಾತ್ರಿ 8 ಘಂಟೆಗೆ [241,1132,305,1143]
droplet-subtitle: ಆಚರಣೆ [216,229,248,243]
masthead-date: 26-01-2025 [1035,32,1127,51]
cinema-entry: ಕಲರ್ಸ್ ಕನ್ನಡ ಸಿನಿಮಾ [235,1283,310,1298]
cinema-entry: ರಾಘವ ಲಾರೆನ್ಸ್ ಇತರರು [239,762,307,773]
cinema-entry: ಹರಿಪ್ರಿಯ ಇತರರು [248,827,298,838]
cinema-entry: ಕಟೇರ [262,1009,284,1022]
cinema-entry: ಗಂಗಾ [263,1312,283,1325]
cinema-column [232,372,313,1624]
cinema-entry: ಇಂದು ಬೆಳಿಗ್ಗೆ 10 ಘಂಟೆಗೆ [237,995,309,1006]
cinema-entry: ಬುಲೆಟ್ ಬಸ್ಯಾ [248,912,298,925]
cinema-entry: ಲಕ್ಷ್ಮಿ, ವಿಜಯಲಕ್ಷ್ಮಿ [247,887,299,898]
cinema-entry: ಅಮ್ಮಾವ್ರ ಗಂಡ [248,971,298,984]
cinema-entry: ಕಾಂಚನ-3 [255,749,291,762]
lead-body [323,253,767,591]
event-entry: ಕೋಲಾರ [176,389,206,400]
